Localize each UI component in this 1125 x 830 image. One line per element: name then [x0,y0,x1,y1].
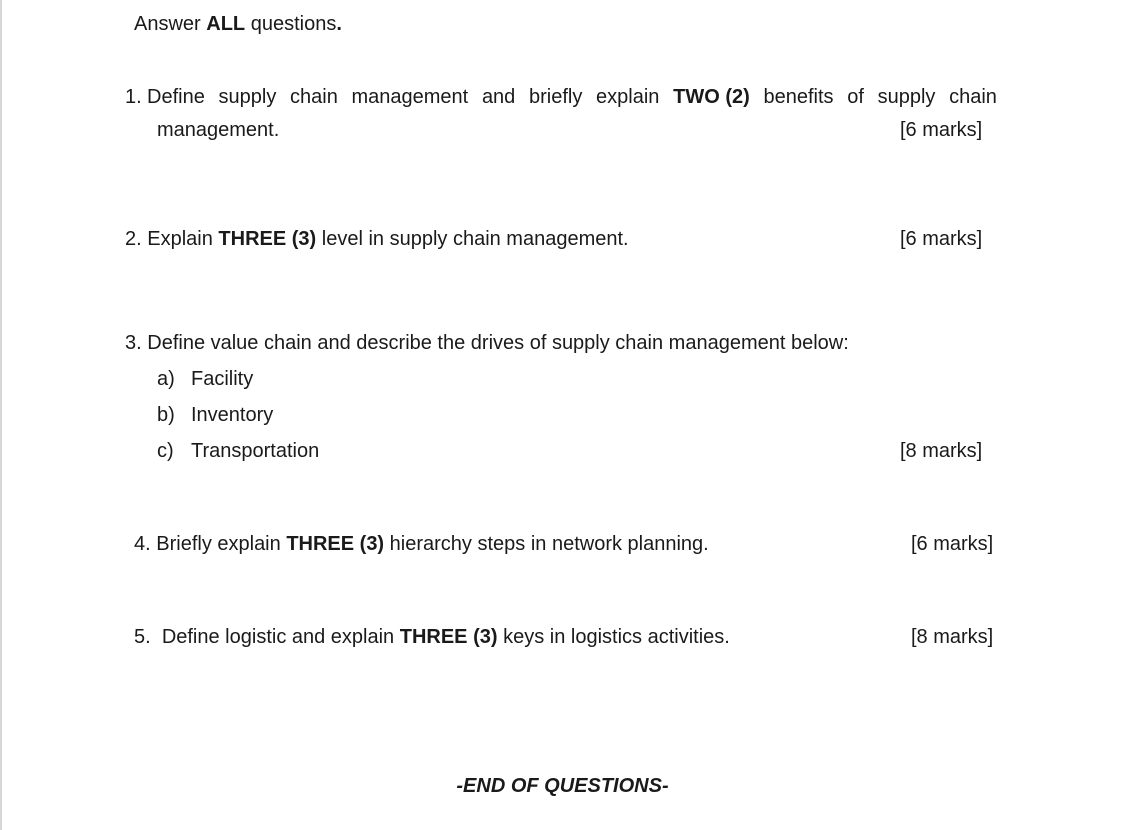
question-4-text-pre: Briefly explain [156,533,287,555]
question-3 [125,331,849,355]
q1-word: of [847,86,864,108]
q1-word: explain [596,86,660,108]
question-2 [125,227,629,251]
item-label: c) [157,440,174,462]
item-text: Inventory [191,404,274,426]
q1-word: and [481,86,516,108]
question-4 [134,532,709,556]
question-2-text-pre: Explain [147,228,219,250]
q1-word: chain [290,86,338,108]
instruction-text-post: questions [245,13,337,35]
question-4-number: 4. [134,533,151,555]
question-1-line [147,85,997,109]
instruction-text-pre: Answer [134,13,207,35]
question-3-item-b [157,403,273,427]
question-1-number: 1. [125,86,142,108]
page-edge [0,0,2,830]
question-2-number: 2. [125,228,142,250]
question-2-bold: THREE (3) [218,228,317,250]
q1-word: supply [218,86,277,108]
question-5-text-post: keys in logistics activities. [497,626,730,648]
q1-word: Define [147,86,205,108]
q1-word: benefits [763,86,834,108]
question-1-continuation: management. [157,119,280,141]
question-3-item-a [157,367,253,391]
question-2-text-post: level in supply chain management. [316,228,629,250]
q1-word: supply [877,86,936,108]
instruction-dot: . [336,13,342,35]
q1-word: chain [949,86,997,108]
question-5-bold: THREE (3) [399,626,498,648]
item-text: Facility [191,368,254,390]
question-3-marks: [8 marks] [900,440,983,462]
item-label: b) [157,404,175,426]
question-5-text-pre: Define logistic and explain [161,626,400,648]
question-5-number: 5. [134,626,151,648]
question-3-number: 3. [125,332,142,354]
question-4-text-post: hierarchy steps in network planning. [384,533,709,555]
item-label: a) [157,368,175,390]
item-text: Transportation [191,440,320,462]
q1-bold: TWO (2) [673,86,750,108]
instruction [134,12,342,36]
question-3-item-c [157,439,319,463]
question-3-text: Define value chain and describe the drives of supply chain management below: [147,332,849,354]
question-1-marks: [6 marks] [900,119,983,141]
instruction-bold: ALL [206,13,246,35]
question-5-marks: [8 marks] [911,626,994,648]
question-4-marks: [6 marks] [911,533,994,555]
q1-word: management [351,86,469,108]
q1-word: briefly [529,86,583,108]
question-4-bold: THREE (3) [286,533,385,555]
end-of-questions: -END OF QUESTIONS- [456,775,669,797]
question-5 [134,625,730,649]
question-2-marks: [6 marks] [900,228,983,250]
